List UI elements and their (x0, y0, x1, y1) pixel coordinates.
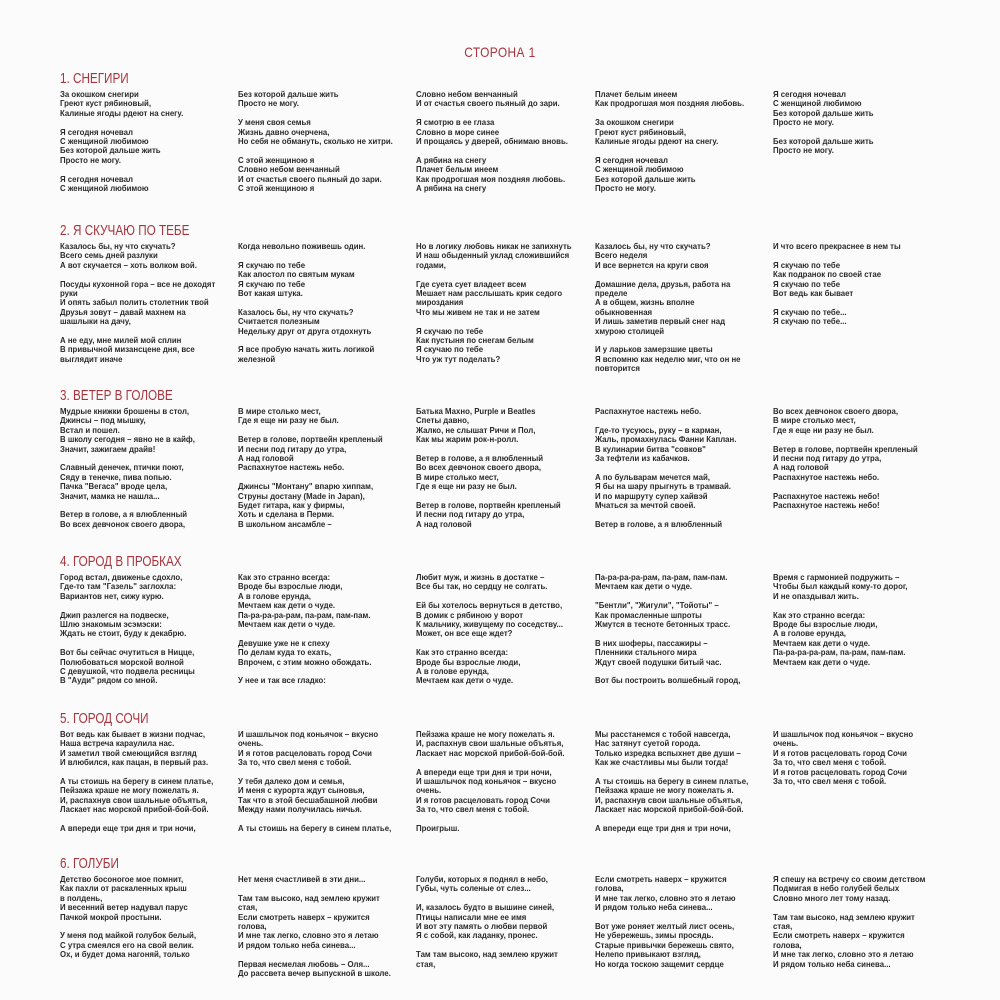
lyrics-column: Распахнутое настежь небо. Где-то тусуюсь, руку – в карман, Жаль, промахнулась Фанни Каплан. В кулинарии битва "совков" За тефтели из кабачков. А по бульварам мечется май, Я бы на шару прыгнуть в трамвай. И по маршруту супер хайвэй Мчаться за мечтой своей. Ветер в голове, а я влюбленный (595, 407, 737, 529)
song-title: 3. ВЕТЕР В ГОЛОВЕ (60, 387, 173, 404)
lyrics-column: Мы расстанемся с тобой навсегда, Нас затянут суетой города. Только изредка вспыхнет две души – Как же счастливы мы были тогда! А ты стоишь на берегу в синем платье, Пейзажа краше не могу пожелать я. И, распахнув свои шальные объятья, Ласкает нас морской прибой-бой-бой. А впереди еще три дня и три ночи, (595, 730, 749, 834)
lyrics-column: Но в логику любовь никак не запихнуть И наш обыденный уклад сложившийся годами, Где суета сует владеет всем Мешает нам расслышать крик седого мироздания Что мы живем не так и не затем Я скучаю по тебе Как пустыня по снегам белым Я скучаю по тебе Что уж тут поделать? (416, 242, 572, 364)
lyrics-column: Словно небом венчанный И от счастья своего пьяный до зари. Я смотрю в ее глаза Словно в море синее И прощаясь у дверей, обнимаю вновь. А рябина на снегу Плачет белым инеем Как продрогшая моя поздняя любовь. А рябина на снегу (416, 90, 568, 194)
lyrics-column: Любит муж, и жизнь в достатке – Все бы так, но сердцу не солгать. Ей бы хотелось вернуться в детство, В домик с рябиною у ворот К мальчику, живущему по соседству... Может, он все еще ждет? Как это странно всегда: Вроде бы взрослые люди, А в голове ерунда, Мечтаем как дети о чуде. (416, 573, 564, 686)
song-title: 6. ГОЛУБИ (60, 855, 119, 872)
lyrics-column: Как это странно всегда: Вроде бы взрослые люди, А в голове ерунда, Мечтаем как дети о чуде. Па-ра-ра-ра-рам, па-рам, пам-пам. Мечтаем как дети о чуде. Девушке уже не к спеху По делам куда то ехать, Впрочем, с этим можно обождать. У нее и так все гладко: (238, 573, 372, 686)
lyrics-column: И шашлычок под коньячок – вкусно очень. И я готов расцеловать город Сочи За то, что свел меня с тобой. У тебя далеко дом и семья, И меня с курорта ждут сыновья, Так что в этой бесшабашной любви Между нами получилась ничья. А ты стоишь на берегу в синем платье, (238, 730, 392, 834)
lyrics-column: Город встал, движенье сдохло, Где-то там "Газель" заглохла: Вариантов нет, сижу курю. Джип разлегся на подвеске, Шлю знакомым эсэмэски: Ждать не стоит, буду к декабрю. Вот бы сейчас очутиться в Ницце, Полюбоваться морской волной С девушкой, что подвела ресницы В "Ауди" рядом со мной. (60, 573, 195, 686)
lyrics-column: Без которой дальше жить Просто не могу. У меня своя семья Жизнь давно очерчена, Но себя не обмануть, сколько не хитри. С этой женщиною я Словно небом венчанный И от счастья своего пьяный до зари. С этой женщиною я (238, 90, 393, 194)
lyrics-column: И шашлычок под коньячок – вкусно очень. И я готов расцеловать город Сочи За то, что свел меня с тобой. И я готов расцеловать город Сочи За то, что свел меня с тобой. (773, 730, 914, 787)
lyrics-column: Нет меня счастливей в эти дни... Там там высоко, над землею кружит стая, Если смотреть наверх – кружится голова, И мне так легко, словно это я летаю И рядом только неба синева... Первая несмелая любовь – Оля... До рассвета вечер выпускной в школе. (238, 875, 391, 979)
song-title: 1. СНЕГИРИ (60, 70, 129, 87)
lyrics-column: Вот ведь как бывает в жизни подчас, Наша встреча караулила нас. И заметил твой смеющийся взгляд И влюбился, как пацан, в первый раз. А ты стоишь на берегу в синем платье, Пейзажа краше не могу пожелать я. И, распахнув свои шальные объятья, Ласкает нас морской прибой-бой-бой. А впереди еще три дня и три ночи, (60, 730, 214, 834)
lyrics-column: Казалось бы, ну что скучать? Всего неделя И все вернется на круги своя Домашние дела, друзья, работа на пределе А в общем, жизнь вполне обыкновенная И лишь заметив первый снег над хмурою столицей И у ларьков замерзшие цветы Я вспомню как неделю миг, что он не повторится (595, 242, 741, 374)
lyrics-column: Плачет белым инеем Как продрогшая моя поздняя любовь. За окошком снегири Греют куст рябиновый, Калиные ягоды рдеют на снегу. Я сегодня ночевал С женщиной любимою Без которой дальше жить Просто не могу. (595, 90, 745, 194)
lyrics-column: Голуби, которых я поднял в небо, Губы, чуть соленые от слез... И, казалось будто в вышине синей, Птицы написали мне ее имя И вот эту память о любви первой Я с собой, как ладанку, пронес. Там там высоко, над землею кружит стая, (416, 875, 558, 969)
lyrics-column: И что всего прекраснее в нем ты Я скучаю по тебе Как подранок по своей стае Я скучаю по тебе Вот ведь как бывает Я скучаю по тебе... Я скучаю по тебе... (773, 242, 901, 327)
lyrics-column: Казалось бы, ну что скучать? Всего семь дней разлуки А вот скучается – хоть волком вой. Посуды кухонной гора – все не доходят руки И опять забыл полить столетник твой Друзья зовут – давай махнем на шашлыки на дачу, А не еду, мне милей мой сплин В привычной мизансцене дня, все выглядит иначе (60, 242, 216, 364)
song-title: 2. Я СКУЧАЮ ПО ТЕБЕ (60, 222, 190, 239)
lyrics-column: Пейзажа краше не могу пожелать я. И, распахнув свои шальные объятья, Ласкает нас морской прибой-бой-бой. А впереди еще три дня и три ночи, И шашлычок под коньячок – вкусно очень. И я готов расцеловать город Сочи За то, что свел меня с тобой. Проигрыш. (416, 730, 565, 834)
lyrics-column: За окошком снегири Греют куст рябиновый, Калиные ягоды рдеют на снегу. Я сегодня ночевал С женщиной любимою Без которой дальше жить Просто не могу. Я сегодня ночевал С женщиной любимою (60, 90, 184, 194)
lyrics-column: Детство босоногое мое помнит, Как пахли от раскаленных крыш в полдень, И весенний ветер надувал парус Пачкой мокрой простыни. У меня под майкой голубок белый, С утра смеялся его на свой велик. Ох, и будет дома нагоняй, только (60, 875, 197, 960)
lyrics-column: Па-ра-ра-ра-рам, па-рам, пам-пам. Мечтаем как дети о чуде. "Бентли", "Жигули", "Тойоты" – Как промасленные шпроты Жмутся в тесноте бетонных трасс. В них шоферы, пассажиры – Пленники стального мира Ждут своей подушки битый час. Вот бы построить волшебный город, (595, 573, 741, 686)
song-title: 4. ГОРОД В ПРОБКАХ (60, 553, 182, 570)
lyrics-column: Мудрые книжки брошены в стол, Джинсы – под мышку, Встал и пошел. В школу сегодня – явно не в кайф, Значит, зажигаем драйв! Славный денечек, птички поют, Сяду в тенечке, пива попью. Пачка "Вегаса" вроде цела, Значит, мамка не нашла... Ветер в голове, а я влюбленный Во всех девчонок своего двора, (60, 407, 195, 529)
lyrics-column: Я спешу на встречу со своим детством Подмигая в небо голубей белых Словно много лет тому назад. Там там высоко, над землею кружит стая, Если смотреть наверх – кружится голова, И мне так легко, словно это я летаю И рядом только неба синева... (773, 875, 926, 969)
lyrics-column: В мире столько мест, Где я еще ни разу не был. Ветер в голове, портвейн крепленый И песни под гитару до утра, А над головой Распахнутое настежь небо. Джинсы "Монтану" впарю хиппам, Струны достану (Made in Japan), Будет гитара, как у фирмы, Хоть и сделана в Перми. В школьном ансамбле – (238, 407, 383, 529)
side-title: СТОРОНА 1 (464, 44, 536, 60)
lyrics-column: Я сегодня ночевал С женщиной любимою Без которой дальше жить Просто не могу. Без которой дальше жить Просто не могу. (773, 90, 874, 156)
song-title: 5. ГОРОД СОЧИ (60, 710, 149, 727)
lyrics-column: Когда невольно поживешь один. Я скучаю по тебе Как апостол по святым мукам Я скучаю по тебе Вот какая штука. Казалось бы, ну что скучать? Считается полезным Недельку друг от друга отдохнуть Я все пробую начать жить логикой железной (238, 242, 375, 364)
lyrics-column: Если смотреть наверх – кружится голова, И мне так легко, словно это я летаю И рядом только неба синева... Вот уже роняет желтый лист осень, Не убережешь, зимы просядь. Старые привычки бережешь свято, Нелепо привыкают взгляд, Но когда тоскою защемит сердце (595, 875, 736, 969)
lyrics-column: Время с гармонией подружить – Чтобы был каждый кому-то дорог, И не опаздывал жить. Как это странно всегда: Вроде бы взрослые люди, А в голове ерунда, Мечтаем как дети о чуде. Па-ра-ра-ра-рам, па-рам, пам-пам. Мечтаем как дети о чуде. (773, 573, 908, 667)
lyrics-column: Батька Махно, Purple и Beatles Спеты давно, Жалко, не слышат Ричи и Пол, Как мы жарим рок-н-ролл. Ветер в голове, а я влюбленный Во всех девчонок своего двора, В мире столько мест, Где я еще ни разу не был. Ветер в голове, портвейн крепленый И песни под гитару до утра, А над головой (416, 407, 561, 529)
lyrics-column: Во всех девчонок своего двора, В мире столько мест, Где я еще ни разу не был. Ветер в голове, портвейн крепленый И песни под гитару до утра, А над головой Распахнутое настежь небо. Распахнутое настежь небо! Распахнутое настежь небо! (773, 407, 918, 511)
